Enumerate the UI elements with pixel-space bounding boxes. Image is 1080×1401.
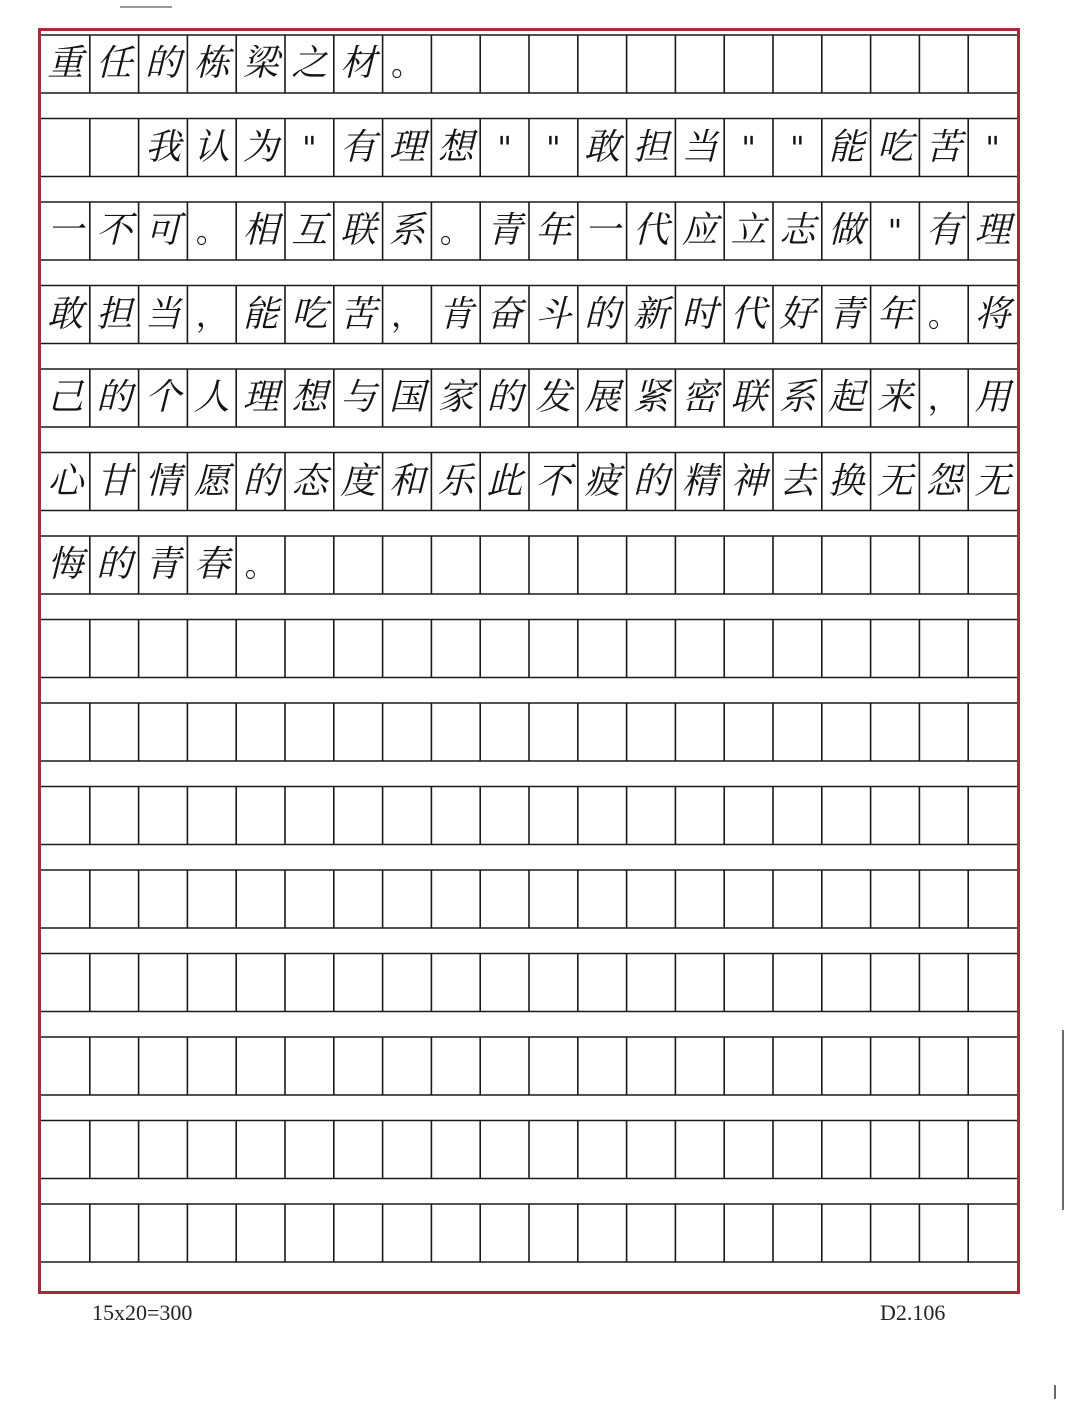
essay-char: 无 (876, 460, 913, 502)
essay-char: 国 (388, 377, 425, 418)
essay-char: 悔 (47, 544, 84, 585)
essay-char: 为 (242, 126, 279, 168)
scan-edge-mark-bottom (1054, 1385, 1056, 1399)
essay-char: 能 (828, 126, 865, 168)
essay-char: 任 (96, 43, 133, 84)
essay-char: 想 (291, 377, 328, 418)
essay-char: 起 (828, 377, 865, 418)
essay-char: 年 (876, 293, 913, 335)
essay-char: 能 (242, 293, 279, 335)
essay-char: 甘 (96, 460, 133, 502)
essay-char: 一 (47, 210, 84, 251)
essay-char: 担 (96, 293, 133, 335)
essay-char: 疲 (584, 460, 621, 502)
essay-char: 互 (291, 210, 328, 251)
essay-char: 的 (486, 377, 523, 418)
essay-char: 有 (925, 210, 962, 251)
essay-char: " (887, 212, 903, 250)
essay-char: 己 (47, 377, 84, 418)
page-code-label: D2.106 (880, 1300, 946, 1325)
essay-char: 应 (681, 210, 718, 251)
essay-char: ， (390, 295, 423, 334)
essay-char: 做 (828, 210, 865, 251)
essay-char: 与 (340, 377, 377, 418)
essay-char: 的 (96, 544, 133, 585)
essay-char: ， (927, 379, 960, 417)
essay-char: 。 (439, 212, 472, 250)
essay-char: 担 (632, 126, 669, 168)
essay-char: 换 (828, 460, 865, 502)
essay-char: 新 (632, 293, 669, 335)
essay-char: 。 (390, 45, 423, 83)
essay-char: 情 (144, 460, 181, 502)
essay-char: 无 (974, 460, 1011, 502)
essay-char: 理 (388, 126, 425, 168)
essay-char: 好 (779, 293, 816, 335)
essay-char: 可 (144, 210, 181, 251)
essay-char: 态 (291, 460, 328, 502)
essay-char: 志 (779, 210, 816, 251)
essay-char: 苦 (340, 293, 377, 335)
essay-char: 神 (730, 460, 767, 502)
essay-char: " (546, 128, 561, 167)
essay-char: 栋 (193, 43, 230, 84)
grid-spec-label: 15x20=300 (92, 1300, 193, 1325)
essay-char: 紧 (632, 377, 669, 418)
essay-char: 当 (144, 293, 181, 335)
essay-char: 此 (486, 460, 523, 502)
essay-char: 人 (193, 377, 230, 418)
essay-char: 梁 (242, 43, 279, 84)
essay-char: 。 (927, 295, 960, 334)
essay-char: 的 (96, 377, 133, 418)
essay-char: 敢 (47, 293, 84, 335)
essay-char: " (741, 128, 756, 167)
essay-char: " (985, 128, 1000, 167)
essay-char: 去 (779, 460, 816, 502)
essay-char: 青 (828, 293, 865, 335)
essay-char: 展 (584, 377, 621, 418)
essay-char: 认 (193, 126, 230, 168)
essay-char: 联 (730, 377, 767, 418)
essay-char: 当 (681, 126, 718, 168)
essay-char: 春 (193, 544, 230, 585)
essay-char: 不 (535, 460, 572, 502)
essay-char: 和 (388, 460, 425, 502)
essay-char: 我 (144, 126, 181, 168)
essay-char: 吃 (876, 126, 913, 168)
essay-char: 个 (144, 377, 181, 418)
essay-char: 青 (486, 210, 523, 251)
essay-char: 想 (437, 126, 474, 168)
essay-char: 的 (242, 460, 279, 502)
essay-char: 立 (730, 210, 767, 251)
essay-char: 联 (340, 210, 377, 251)
essay-char: 代 (632, 210, 669, 251)
essay-char: 家 (437, 377, 474, 418)
essay-char: 年 (535, 210, 572, 251)
essay-char: 时 (681, 293, 718, 335)
essay-char: 理 (974, 210, 1011, 251)
essay-char: 怨 (925, 460, 962, 502)
essay-char: 的 (584, 293, 621, 335)
essay-char: 苦 (925, 126, 962, 168)
essay-char: 愿 (193, 460, 230, 502)
essay-char: 来 (876, 377, 913, 418)
essay-char: 密 (681, 377, 718, 418)
essay-char: 将 (974, 293, 1011, 335)
essay-char: 的 (144, 43, 181, 84)
essay-char: " (497, 128, 512, 167)
essay-char: " (790, 128, 805, 167)
top-edge-mark (120, 6, 172, 8)
essay-char: 精 (681, 460, 718, 502)
essay-char: 发 (535, 377, 572, 418)
essay-char: 心 (47, 460, 84, 502)
essay-char: 。 (195, 212, 228, 250)
essay-char: 不 (96, 210, 133, 251)
essay-char: 吃 (291, 293, 328, 335)
essay-char: 用 (974, 377, 1011, 418)
scan-edge-mark (1062, 1030, 1064, 1210)
essay-char: 的 (632, 460, 669, 502)
essay-char: 代 (730, 293, 767, 335)
essay-char: 系 (779, 377, 816, 418)
composition-grid-sheet (38, 28, 1020, 1294)
essay-char: 青 (144, 544, 181, 585)
essay-char: 理 (242, 377, 279, 418)
essay-char: " (302, 128, 317, 167)
essay-char: 斗 (535, 293, 572, 335)
essay-char: 。 (244, 546, 277, 584)
essay-char: 乐 (437, 460, 474, 502)
essay-char: 材 (340, 43, 377, 84)
essay-char: ， (195, 295, 228, 334)
essay-char: 奋 (486, 293, 523, 335)
essay-char: 相 (242, 210, 279, 251)
essay-char: 一 (584, 210, 621, 251)
essay-char: 敢 (584, 126, 621, 168)
essay-char: 系 (388, 210, 425, 251)
essay-char: 度 (340, 460, 377, 502)
essay-char: 重 (47, 43, 84, 84)
essay-char: 有 (340, 126, 377, 168)
essay-char: 之 (291, 43, 328, 84)
essay-char: 肯 (437, 293, 474, 335)
